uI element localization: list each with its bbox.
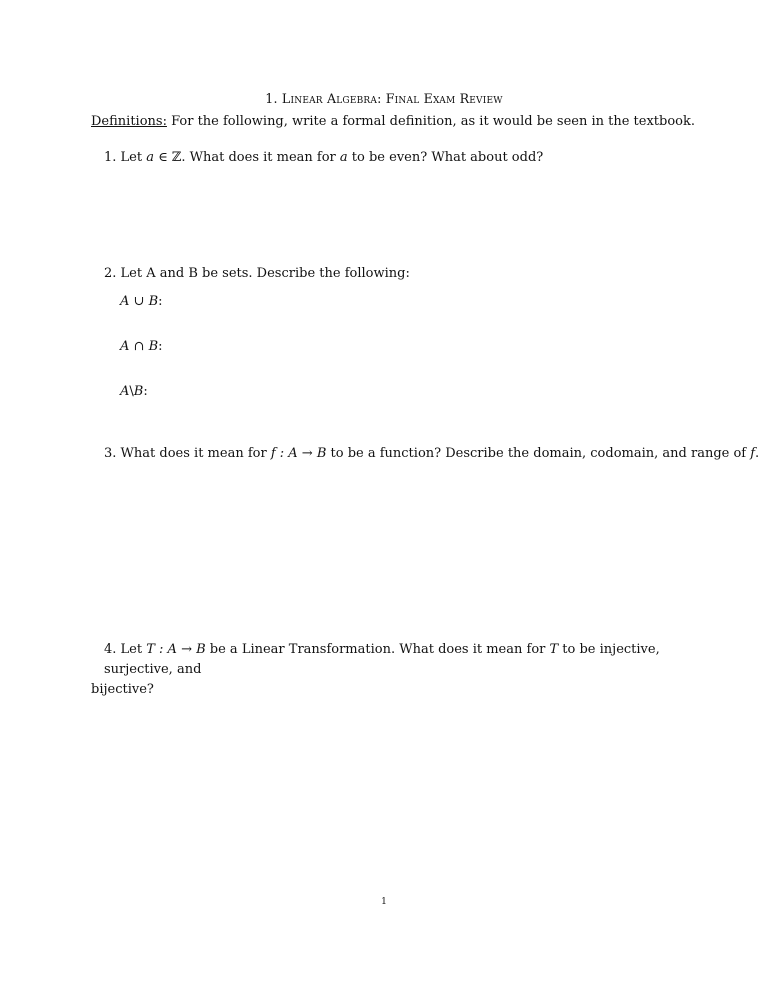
title-number: 1. <box>265 91 278 106</box>
question-number: 2. <box>104 266 117 281</box>
set-intersection-item: A ∩ B: <box>120 339 163 354</box>
set-difference-item: A\B: <box>120 384 148 399</box>
question-text: What does it mean for <box>120 446 271 461</box>
question-text: to be a function? Describe the domain, codomain, and range of <box>326 446 751 461</box>
question-text: Let A and B be sets. Describe the following: <box>120 266 410 281</box>
question-text: Let <box>120 642 147 657</box>
question-2 <box>104 266 410 282</box>
set-union-item: A ∪ B: <box>120 294 163 309</box>
question-text: to be injective, surjective, and <box>104 642 660 677</box>
definitions-text: For the following, write a formal definition, as it would be seen in the textbook. <box>171 114 695 129</box>
question-text: . <box>755 446 760 461</box>
math-variable: T <box>549 642 559 657</box>
definitions-instruction <box>91 114 695 130</box>
question-number: 3. <box>104 446 117 461</box>
question-3 <box>104 446 759 462</box>
question-text: be a Linear Transformation. What does it mean for <box>205 642 550 657</box>
question-text: to be even? What about odd? <box>347 150 544 165</box>
math-expression: T : A → B <box>146 642 206 657</box>
question-text: Let <box>120 150 147 165</box>
question-text: ∈ ℤ. What does it mean for <box>154 150 340 165</box>
math-variable: a <box>146 150 154 165</box>
question-number: 1. <box>104 150 117 165</box>
math-variable: f <box>750 446 756 461</box>
math-expression: f : A → B <box>270 446 327 461</box>
question-text-continuation: bijective? <box>91 682 154 697</box>
question-1 <box>104 150 543 166</box>
page-title <box>0 91 768 107</box>
math-variable: a <box>339 150 348 165</box>
question-number: 4. <box>104 642 117 657</box>
definitions-label: Definitions: <box>91 114 167 129</box>
page-number: 1 <box>381 897 387 907</box>
title-text: Linear Algebra: Final Exam Review <box>281 91 503 106</box>
question-4 <box>91 640 684 700</box>
